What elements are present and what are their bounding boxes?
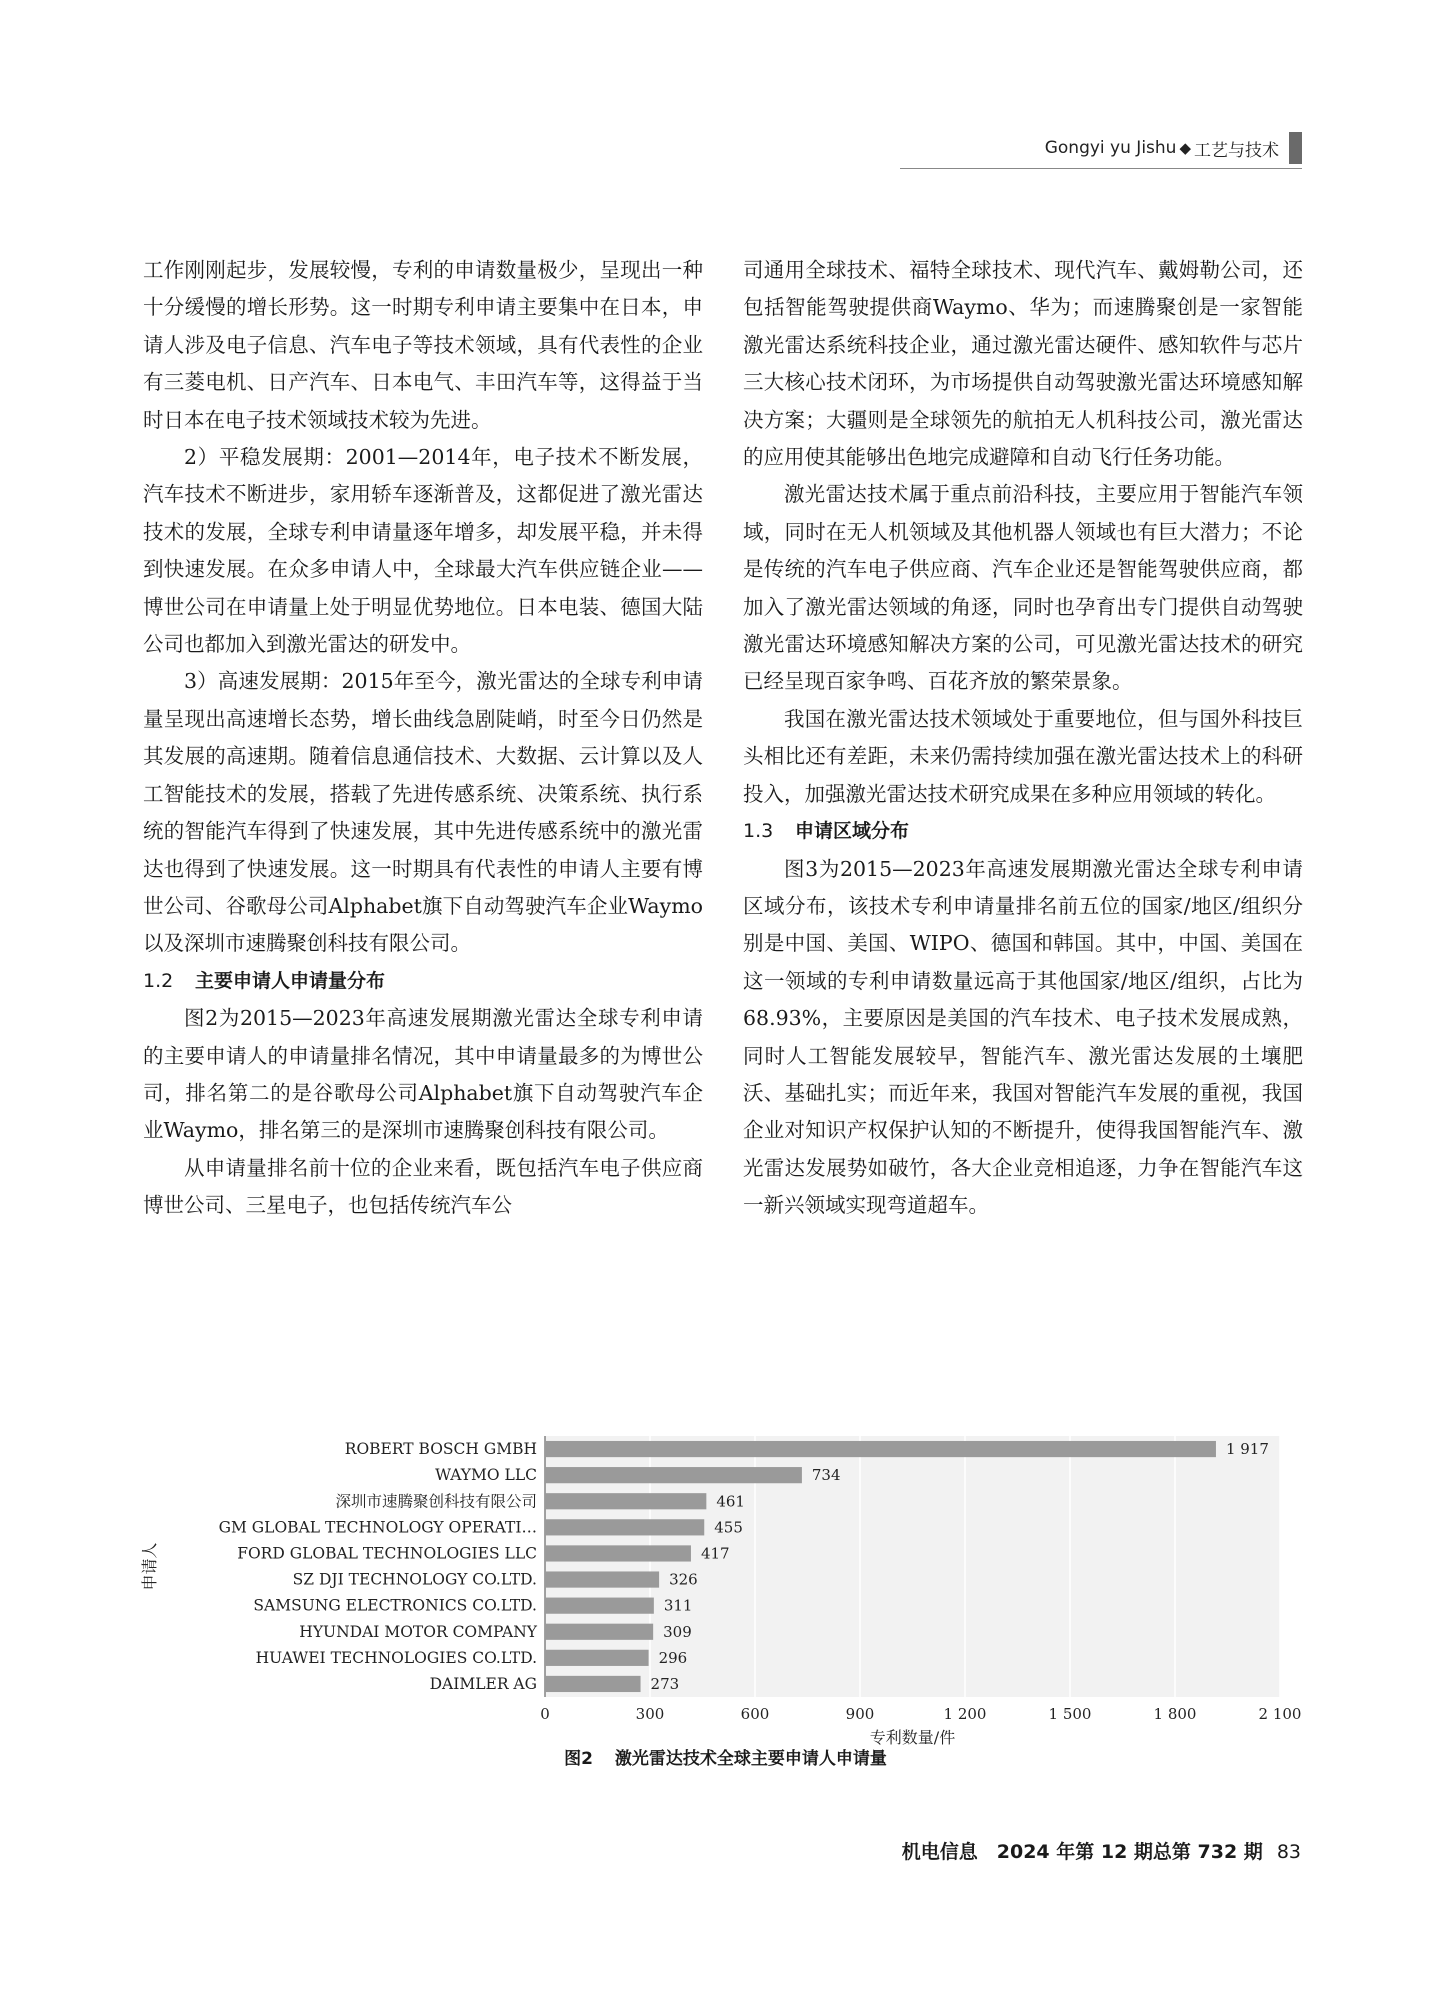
bar-value-label: 326	[669, 1570, 698, 1589]
bar	[545, 1467, 802, 1483]
bar	[545, 1441, 1216, 1457]
bar	[545, 1519, 704, 1535]
x-tick-label: 1 200	[943, 1705, 987, 1723]
bar-value-label: 455	[714, 1518, 743, 1537]
x-tick-label: 1 500	[1048, 1705, 1092, 1723]
bar	[545, 1650, 649, 1666]
paragraph: 图2为2015—2023年高速发展期激光雷达全球专利申请的主要申请人的申请量排名情况，其中申请量最多的为博世公司，排名第二的是谷歌母公司Alphabet旗下自动驾驶汽车企业Waymo，排名第三的是深圳市速腾聚创科技有限公司。	[143, 1006, 703, 1143]
bar-value-label: 311	[663, 1596, 693, 1615]
bar	[545, 1624, 653, 1640]
category-label: WAYMO LLC	[435, 1466, 537, 1485]
category-label: 深圳市速腾聚创科技有限公司	[335, 1492, 537, 1511]
bar-value-label: 1 917	[1225, 1440, 1269, 1459]
bar	[545, 1676, 641, 1692]
paragraph: 图3为2015—2023年高速发展期激光雷达全球专利申请区域分布，该技术专利申请量排名前五位的国家/地区/组织分别是中国、美国、WIPO、德国和韩国。其中，中国、美国在这一领域的专利申请数量远高于其他国家/地区/组织，占比为68.93%，主要原因是美国的汽车技术、电子技术发展成熟，同时人工智能发展较早，智能汽车、激光雷达发展的土壤肥沃、基础扎实；而近年来，我国对智能汽车发展的重视，我国企业对知识产权保护认知的不断提升，使得我国智能汽车、激光雷达发展势如破竹，各大企业竞相追逐，力争在智能汽车这一新兴领域实现弯道超车。	[743, 856, 1303, 1218]
x-tick-label: 900	[845, 1705, 875, 1723]
header-section: 工艺与技术	[1194, 140, 1279, 161]
category-label: HYUNDAI MOTOR COMPANY	[299, 1622, 537, 1641]
bar-value-label: 273	[650, 1674, 680, 1693]
category-label: SAMSUNG ELECTRONICS CO.LTD.	[253, 1596, 537, 1615]
figure-caption-text: 激光雷达技术全球主要申请人申请量	[614, 1749, 887, 1769]
paragraph: 工作刚刚起步，发展较慢，专利的申请数量极少，呈现出一种十分缓慢的增长形势。这一时期专利申请主要集中在日本，申请人涉及电子信息、汽车电子等技术领域，具有代表性的企业有三菱电机、日产汽车、日本电气、丰田汽车等，这得益于当时日本在电子技术领域技术较为先进。	[143, 258, 703, 432]
page-footer	[902, 1837, 1301, 1864]
applicant-bar-chart	[140, 1430, 1310, 1747]
figure-caption	[0, 1744, 1451, 1769]
bar-value-label: 296	[658, 1648, 688, 1667]
section-title: 主要申请人申请量分布	[195, 969, 386, 992]
header-bar	[1289, 132, 1302, 164]
paragraph: 3）高速发展期：2015年至今，激光雷达的全球专利申请量呈现出高速增长态势，增长曲线急剧陡峭，时至今日仍然是其发展的高速期。随着信息通信技术、大数据、云计算以及人工智能技术的发展，搭载了先进传感系统、决策系统、执行系统的智能汽车得到了快速发展，其中先进传感系统中的激光雷达也得到了快速发展。这一时期具有代表性的申请人主要有博世公司、谷歌母公司Alphabet旗下自动驾驶汽车企业Waymo以及深圳市速腾聚创科技有限公司。	[143, 669, 703, 956]
section-number: 1.3	[743, 820, 774, 843]
section-heading-1-3	[743, 813, 1303, 850]
section-number: 1.2	[143, 969, 174, 992]
bar-value-label: 309	[663, 1622, 692, 1641]
paragraph: 从申请量排名前十位的企业来看，既包括汽车电子供应商博世公司、三星电子，也包括传统汽车公	[143, 1155, 703, 1218]
paragraph: 激光雷达技术属于重点前沿科技，主要应用于智能汽车领域，同时在无人机领域及其他机器人领域也有巨大潜力；不论是传统的汽车电子供应商、汽车企业还是智能驾驶供应商，都加入了激光雷达领域的角逐，同时也孕育出专门提供自动驾驶激光雷达环境感知解决方案的公司，可见激光雷达技术的研究已经呈现百家争鸣、百花齐放的繁荣景象。	[743, 482, 1303, 694]
category-label: FORD GLOBAL TECHNOLOGIES LLC	[237, 1544, 537, 1563]
paragraph: 2）平稳发展期：2001—2014年，电子技术不断发展，汽车技术不断进步，家用轿车逐渐普及，这都促进了激光雷达技术的发展，全球专利申请量逐年增多，却发展平稳，并未得到快速发展。在众多申请人中，全球最大汽车供应链企业——博世公司在申请量上处于明显优势地位。日本电装、德国大陆公司也都加入到激光雷达的研发中。	[143, 445, 703, 657]
bar-value-label: 461	[716, 1492, 745, 1511]
bar	[545, 1545, 691, 1561]
section-heading-1-2	[143, 963, 703, 1000]
left-column	[143, 252, 703, 1225]
bar-value-label: 417	[700, 1544, 730, 1563]
figure-number: 图2	[564, 1749, 593, 1769]
section-title: 申请区域分布	[795, 820, 910, 843]
page-number: 83	[1276, 1841, 1301, 1863]
x-tick-label: 600	[740, 1705, 770, 1723]
category-label: DAIMLER AG	[429, 1674, 537, 1693]
bar	[545, 1571, 659, 1587]
bar	[545, 1598, 654, 1614]
category-label: GM GLOBAL TECHNOLOGY OPERATI…	[218, 1518, 537, 1537]
x-axis-title: 专利数量/件	[869, 1728, 956, 1747]
header-pinyin: Gongyi yu Jishu	[1044, 138, 1177, 158]
running-header	[900, 128, 1302, 169]
paragraph: 我国在激光雷达技术领域处于重要地位，但与国外科技巨头相比还有差距，未来仍需持续加强在激光雷达技术上的科研投入，加强激光雷达技术研究成果在多种应用领域的转化。	[743, 706, 1303, 806]
journal-info: 机电信息 2024 年第 12 期总第 732 期	[901, 1841, 1263, 1863]
bar	[545, 1493, 706, 1509]
x-tick-label: 300	[635, 1705, 665, 1723]
x-tick-label: 0	[540, 1705, 550, 1723]
bar-value-label: 734	[811, 1466, 841, 1485]
paragraph: 司通用全球技术、福特全球技术、现代汽车、戴姆勒公司，还包括智能驾驶提供商Waymo、华为；而速腾聚创是一家智能激光雷达系统科技企业，通过激光雷达硬件、感知软件与芯片三大核心技术闭环，为市场提供自动驾驶激光雷达环境感知解决方案；大疆则是全球领先的航拍无人机科技公司，激光雷达的应用使其能够出色地完成避障和自动飞行任务功能。	[743, 258, 1303, 470]
category-label: ROBERT BOSCH GMBH	[344, 1440, 537, 1459]
category-label: SZ DJI TECHNOLOGY CO.LTD.	[292, 1570, 537, 1589]
diamond-icon: ◆	[1179, 139, 1191, 157]
right-column	[743, 252, 1303, 1225]
y-axis-title: 申请人	[140, 1542, 159, 1591]
x-tick-label: 2 100	[1258, 1705, 1302, 1723]
x-tick-label: 1 800	[1153, 1705, 1197, 1723]
category-label: HUAWEI TECHNOLOGIES CO.LTD.	[255, 1648, 537, 1667]
